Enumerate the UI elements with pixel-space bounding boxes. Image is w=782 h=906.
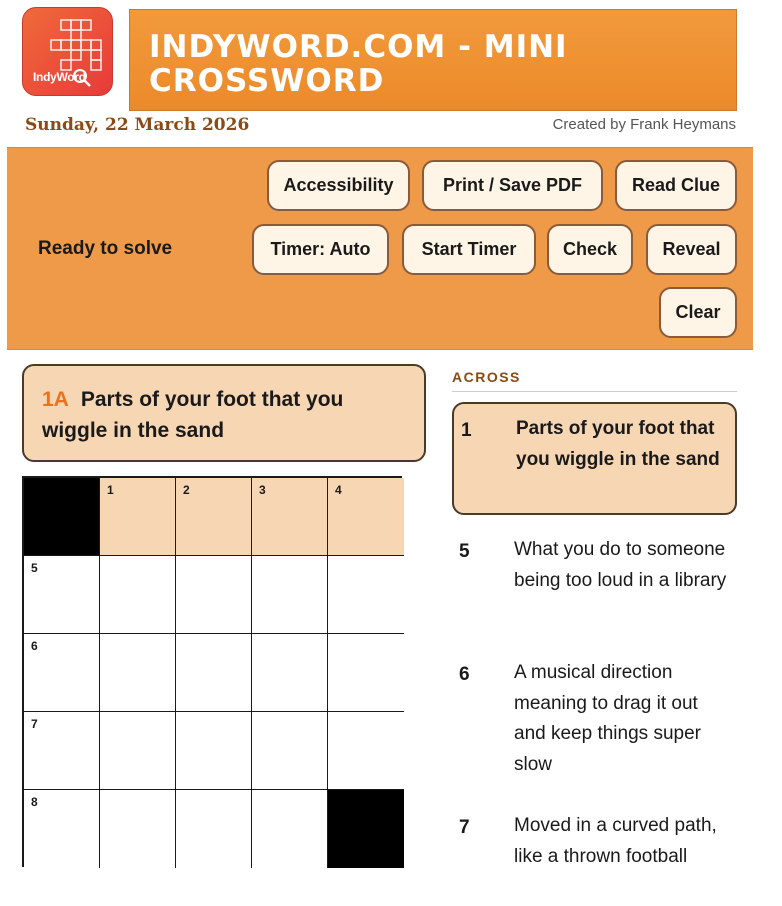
cell-number: 5 xyxy=(31,561,38,575)
grid-cell[interactable] xyxy=(328,634,404,712)
grid-cell[interactable] xyxy=(176,634,252,712)
read-clue-button[interactable]: Read Clue xyxy=(615,160,737,211)
indyword-logo[interactable] xyxy=(22,7,113,96)
grid-cell-black xyxy=(24,478,100,556)
cell-number: 2 xyxy=(183,483,190,497)
grid-cell[interactable] xyxy=(252,478,328,556)
grid-cell[interactable] xyxy=(176,712,252,790)
grid-cell[interactable] xyxy=(176,556,252,634)
clue-number: 6 xyxy=(459,664,470,685)
clue-item-1-across[interactable] xyxy=(452,402,737,515)
accessibility-button[interactable]: Accessibility xyxy=(267,160,410,211)
across-heading: ACROSS xyxy=(452,369,521,385)
timer-mode-button[interactable]: Timer: Auto xyxy=(252,224,389,275)
grid-cell[interactable] xyxy=(24,790,100,868)
cell-number: 8 xyxy=(31,795,38,809)
print-save-pdf-button[interactable]: Print / Save PDF xyxy=(422,160,603,211)
reveal-button[interactable]: Reveal xyxy=(646,224,737,275)
grid-cell[interactable] xyxy=(100,556,176,634)
current-clue-label: 1A xyxy=(42,388,69,411)
grid-cell[interactable] xyxy=(176,790,252,868)
page-title: INDYWORD.COM - MINI CROSSWORD xyxy=(149,29,568,99)
clue-text: What you do to someone being too loud in a library xyxy=(514,539,727,591)
grid-cell[interactable] xyxy=(328,712,404,790)
grid-cell[interactable] xyxy=(100,790,176,868)
grid-cell[interactable] xyxy=(252,712,328,790)
start-timer-button[interactable]: Start Timer xyxy=(402,224,536,275)
clue-text: A musical direction meaning to drag it out and keep things super slow xyxy=(514,662,701,775)
clue-item-6-across[interactable] xyxy=(452,658,737,786)
puzzle-date: Sunday, 22 March 2026 xyxy=(25,115,250,135)
current-clue-text: Parts of your foot that you wiggle in the sand xyxy=(42,388,344,442)
cell-number: 7 xyxy=(31,717,38,731)
grid-cell[interactable] xyxy=(100,634,176,712)
across-divider xyxy=(452,391,737,392)
logo-wordmark: IndyWord xyxy=(33,70,86,84)
grid-cell[interactable] xyxy=(100,712,176,790)
clear-button[interactable]: Clear xyxy=(659,287,737,338)
cell-number: 1 xyxy=(107,483,114,497)
grid-cell[interactable] xyxy=(328,478,404,556)
clue-text: Moved in a curved path, like a thrown football xyxy=(514,815,717,867)
cell-number: 6 xyxy=(31,639,38,653)
cell-number: 3 xyxy=(259,483,266,497)
clue-item-5-across[interactable] xyxy=(452,535,737,635)
grid-cell[interactable] xyxy=(100,478,176,556)
clue-text: Parts of your foot that you wiggle in the sand xyxy=(516,418,720,470)
author-credit: Created by Frank Heymans xyxy=(552,116,736,133)
cell-number: 4 xyxy=(335,483,342,497)
grid-cell-black xyxy=(328,790,404,868)
grid-cell[interactable] xyxy=(24,712,100,790)
clue-number: 5 xyxy=(459,541,470,562)
crossword-grid xyxy=(22,476,402,867)
grid-cell[interactable] xyxy=(24,556,100,634)
clue-number: 1 xyxy=(461,420,472,441)
title-banner xyxy=(129,9,737,111)
toolbar xyxy=(7,147,753,350)
grid-cell[interactable] xyxy=(252,790,328,868)
current-clue-banner xyxy=(22,364,426,462)
grid-cell[interactable] xyxy=(328,556,404,634)
grid-cell[interactable] xyxy=(252,634,328,712)
status-text: Ready to solve xyxy=(38,238,173,259)
clue-item-7-across[interactable] xyxy=(452,811,737,906)
check-button[interactable]: Check xyxy=(547,224,633,275)
clue-number: 7 xyxy=(459,817,470,838)
grid-cell[interactable] xyxy=(252,556,328,634)
grid-cell[interactable] xyxy=(176,478,252,556)
grid-cell[interactable] xyxy=(24,634,100,712)
